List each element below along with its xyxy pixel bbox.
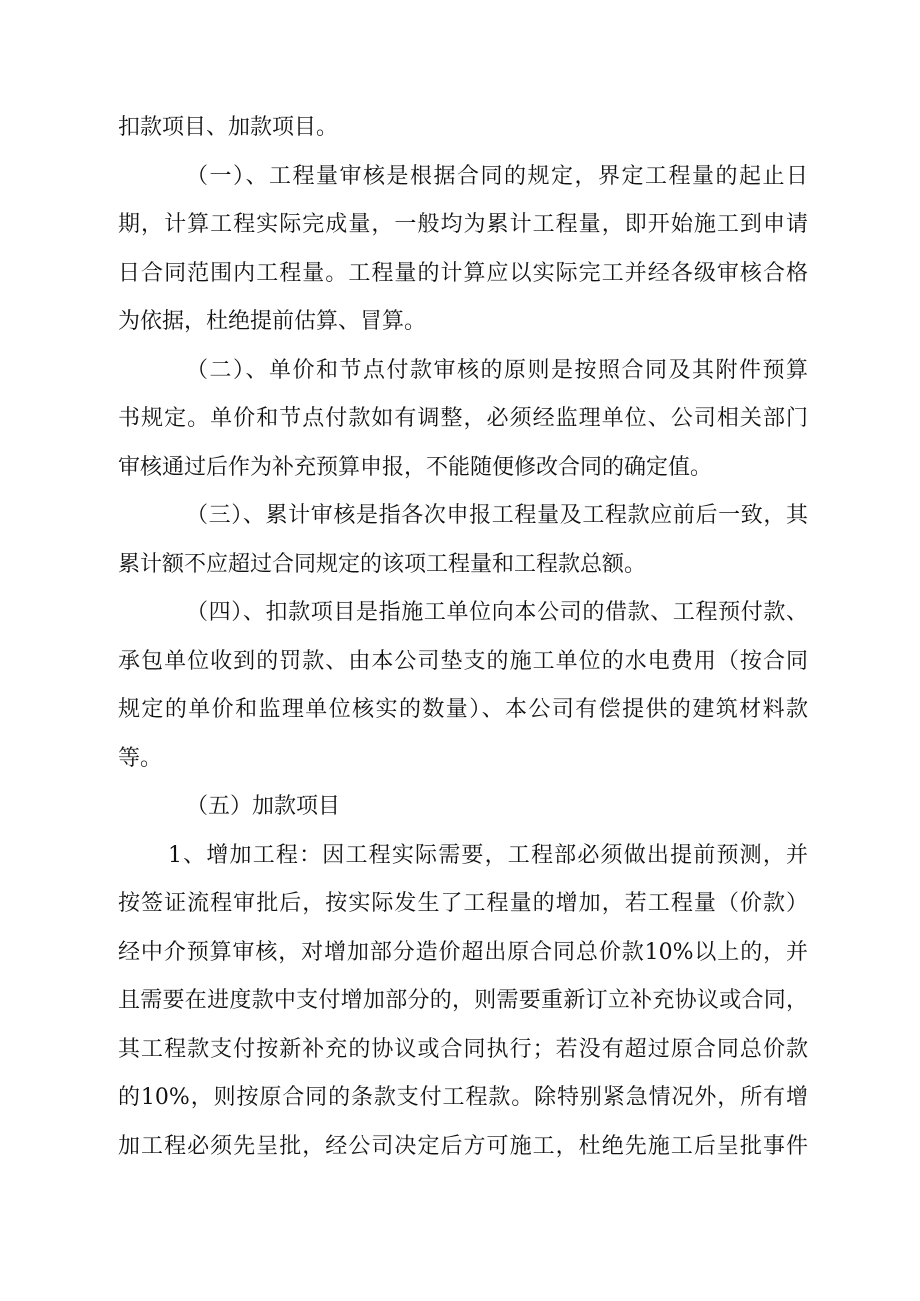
text-line: 为依据，杜绝提前估算、冒算。 [118, 309, 427, 334]
text-line: （三）、累计审核是指各次申报工程量及工程款应前后一致，其 [186, 503, 808, 528]
text-line: 1、增加工程：因工程实际需要，工程部必须做出提前预测，并 [168, 842, 808, 868]
paragraph-item-5-heading [118, 783, 808, 832]
text-line: 期，计算工程实际完成量，一般均为累计工程量，即开始施工到申请 [118, 212, 808, 237]
text-line: 书规定。单价和节点付款如有调整，必须经监理单位、公司相关部门 [118, 406, 808, 431]
text-line: 累计额不应超过合同规定的该项工程量和工程款总额。 [118, 551, 647, 577]
paragraph-item-3 [118, 492, 808, 589]
text-line: 等。 [118, 745, 163, 771]
paragraph-item-2 [118, 347, 808, 493]
document-body [118, 104, 808, 1171]
paragraph-continuation [118, 104, 808, 153]
paragraph-item-1 [118, 153, 808, 347]
text-line: （四）、扣款项目是指施工单位向本公司的借款、工程预付款、 [186, 600, 808, 625]
text-line: 审核通过后作为补充预算申报，不能随便修改合同的确定值。 [118, 454, 713, 480]
text-line: 其工程款支付按新补充的协议或合同执行；若没有超过原合同总价款 [118, 1036, 808, 1062]
text-line: 扣款项目、加款项目。 [118, 115, 339, 140]
text-line: 规定的单价和监理单位核实的数量）、本公司有偿提供的建筑材料款 [118, 697, 808, 722]
text-line: 按签证流程审批后，按实际发生了工程量的增加，若工程量（价款） [118, 891, 808, 916]
text-line: （五）加款项目 [186, 794, 341, 819]
text-line: 且需要在进度款中支付增加部分的，则需要重新订立补充协议或合同， [118, 988, 808, 1013]
paragraph-added-work [118, 832, 808, 1172]
paragraph-item-4 [118, 589, 808, 783]
text-line: （二）、单价和节点付款审核的原则是按照合同及其附件预算 [186, 357, 808, 383]
text-line: 日合同范围内工程量。工程量的计算应以实际完工并经各级审核合格 [118, 260, 808, 286]
text-line: 承包单位收到的罚款、由本公司垫支的施工单位的水电费用（按合同 [118, 648, 808, 674]
text-line: 的10%，则按原合同的条款支付工程款。除特别紧急情况外，所有增 [118, 1085, 808, 1110]
text-line: （一）、工程量审核是根据合同的规定，界定工程量的起止日 [186, 163, 808, 189]
text-line: 经中介预算审核，对增加部分造价超出原合同总价款10%以上的，并 [118, 939, 808, 965]
text-line: 加工程必须先呈批，经公司决定后方可施工，杜绝先施工后呈批事件 [118, 1133, 808, 1159]
